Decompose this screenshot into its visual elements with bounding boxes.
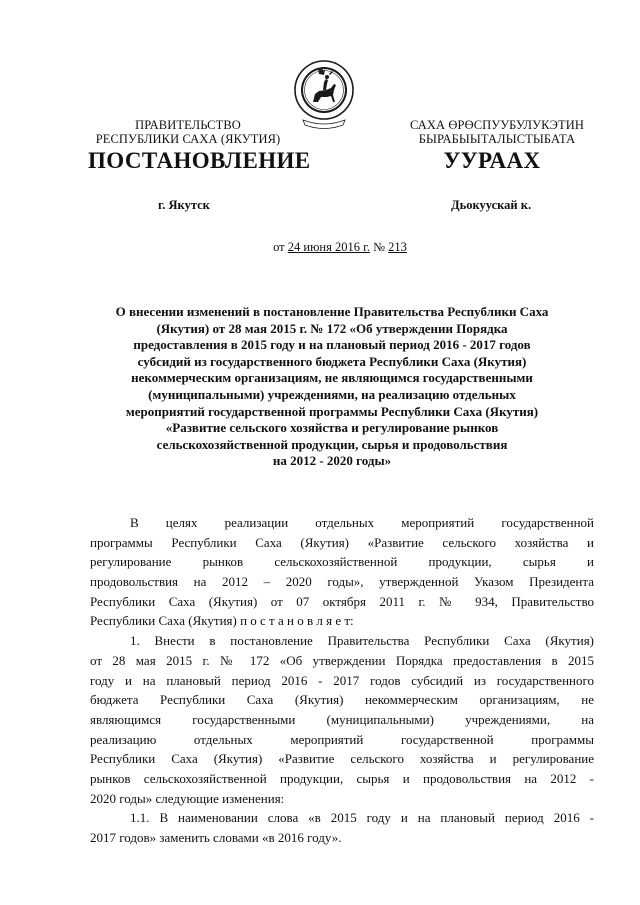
body-line: продовольствия на 2012 – 2020 годы», утвержденной Указом Президента: [90, 574, 594, 590]
body-line: бюджета Республики Саха (Якутия) некоммерческим организациям, не: [90, 692, 594, 708]
title-line: (муниципальными) учреждениями, на реализацию отдельных: [148, 386, 516, 402]
decree-date-line: [0, 240, 640, 255]
decree-title: [82, 304, 582, 470]
title-line: на 2012 - 2020 годы»: [272, 453, 392, 469]
body-line: Республики Саха (Якутия) «Развитие сельского хозяйства и регулирование: [90, 751, 594, 767]
body-line: программы Республики Саха (Якутия) «Развитие сельского хозяйства и: [90, 534, 594, 550]
title-line: сельскохозяйственной продукции, сырья и продовольствия: [156, 436, 508, 452]
body-line: от 28 мая 2015 г. № 172 «Об утверждении Порядка предоставления в 2015: [90, 652, 594, 668]
body-line: 1. Внести в постановление Правительства Республики Саха (Якутия): [130, 633, 594, 649]
decree-date: 24 июня 2016 г.: [287, 240, 370, 254]
emblem-graphic: [293, 50, 355, 136]
government-name-sakha: [382, 118, 612, 146]
header-left-line-2: РЕСПУБЛИКИ САХА (ЯКУТИЯ): [95, 132, 281, 146]
header-left-line-1: ПРАВИТЕЛЬСТВО: [135, 118, 241, 132]
body-line: Республики Саха (Якутия) от 07 октября 2011 г. № 934, Правительство: [90, 593, 594, 609]
title-line: субсидий из государственного бюджета Республики Саха (Якутия): [137, 353, 527, 369]
body-line: реализацию отдельных мероприятий государственной программы: [90, 731, 594, 747]
date-prefix: от: [273, 240, 288, 254]
body-line: 2017 годов» заменить словами «в 2016 году».: [90, 830, 342, 845]
body-line: году и на плановый период 2016 - 2017 годов субсидий из государственного: [90, 672, 594, 688]
title-line: некоммерческим организациям, не являющимся государственными: [131, 370, 533, 386]
body-line: В целях реализации отдельных мероприятий государственной: [130, 515, 594, 530]
header-right-line-2: БЫРАБЫЫТАЛЫСТЫБАТА: [418, 132, 576, 146]
body-line: 2020 годы» следующие изменения:: [90, 790, 285, 806]
header-right-line-1: САХА ӨРӨСПУУБУЛУКЭТИН: [409, 118, 585, 132]
title-line: «Развитие сельского хозяйства и регулирование рынков: [165, 420, 499, 436]
government-name-russian: [88, 118, 288, 146]
coat-of-arms-icon: [293, 50, 355, 136]
body-line: рынков сельскохозяйственной продукции, сырья и продовольствия на 2012 -: [90, 770, 594, 786]
decree-body: [90, 513, 594, 848]
body-line: Республики Саха (Якутия) п о с т а н о в л я е т:: [90, 613, 354, 629]
city-russian: г. Якутск: [158, 198, 210, 212]
doc-type-sakha: УУРААХ: [443, 148, 541, 173]
number-prefix: №: [369, 240, 389, 254]
decree-number: 213: [388, 240, 407, 254]
title-line: предоставления в 2015 году и на плановый период 2016 - 2017 годов: [133, 337, 531, 353]
title-line: (Якутия) от 28 мая 2015 г. № 172 «Об утверждении Порядка: [156, 320, 508, 336]
body-line: 1.1. В наименовании слова «в 2015 году и на плановый период 2016 -: [130, 810, 594, 826]
title-line: мероприятий государственной программы Республики Саха (Якутия): [125, 403, 539, 419]
doc-type-russian: ПОСТАНОВЛЕНИЕ: [88, 148, 311, 173]
body-line: являющимся государственными (муниципальными) учреждениями, на: [90, 711, 594, 727]
title-line: О внесении изменений в постановление Правительства Республики Саха: [115, 304, 549, 319]
city-sakha: Дьокуускай к.: [451, 198, 532, 212]
body-line: регулирование рынков сельскохозяйственной продукции, сырья и: [90, 554, 594, 570]
